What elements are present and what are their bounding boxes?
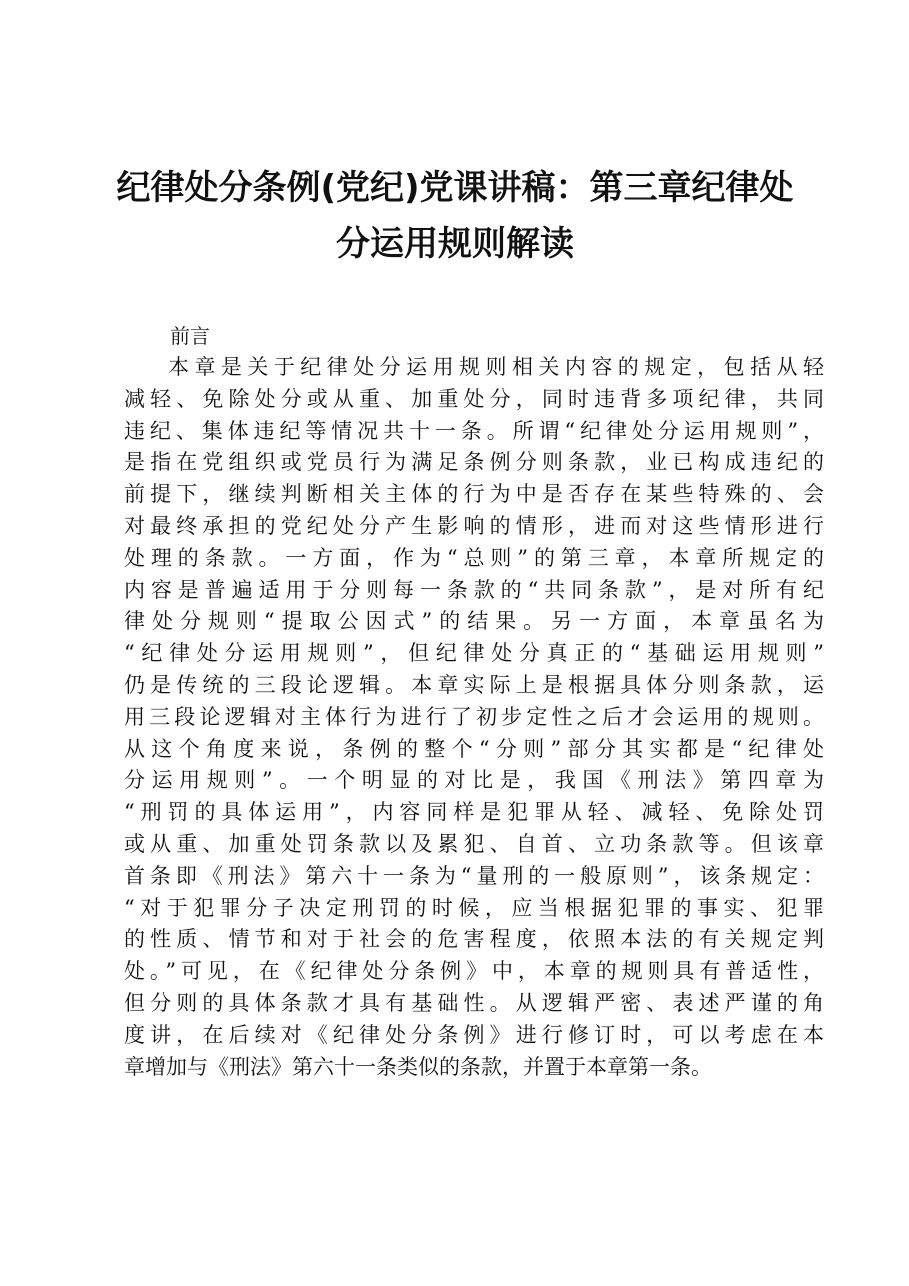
title-line: 纪律处分条例(党纪)党课讲稿：第三章纪律处 (116, 168, 794, 208)
paragraph-line: 对最终承担的党纪处分产生影响的情形，进而对这些情形进行 (124, 513, 824, 538)
paragraph-line: 本章是关于纪律处分运用规则相关内容的规定，包括从轻 (168, 355, 824, 379)
paragraph-line: 首条即《刑法》第六十一条为“量刑的一般原则”，该条规定： (124, 863, 824, 888)
paragraph-line: 章增加与《刑法》第六十一条类似的条款，并置于本章第一条。 (124, 1054, 712, 1079)
paragraph-line: 处。”可见，在《纪律处分条例》中，本章的规则具有普适性， (124, 959, 824, 984)
paragraph-line: 违纪、集体违纪等情况共十一条。所谓“纪律处分运用规则”， (124, 418, 824, 443)
paragraph-line: “刑罚的具体运用”，内容同样是犯罪从轻、减轻、免除处罚 (124, 800, 824, 825)
paragraph-line: 从这个角度来说，条例的整个“分则”部分其实都是“纪律处 (124, 736, 824, 761)
paragraph-line: 但分则的具体条款才具有基础性。从逻辑严密、表述严谨的角 (124, 990, 824, 1015)
document-title (110, 160, 800, 272)
paragraph-line: 内容是普遍适用于分则每一条款的“共同条款”，是对所有纪 (124, 577, 824, 602)
paragraph-line: 律处分规则“提取公因式”的结果。另一方面，本章虽名为 (124, 609, 824, 634)
paragraph-line: 减轻、免除处分或从重、加重处分，同时违背多项纪律，共同 (124, 386, 824, 411)
paragraph-line: 分运用规则”。一个明显的对比是，我国《刑法》第四章为 (124, 768, 824, 793)
body-paragraph (124, 352, 824, 1083)
paragraph-line: “对于犯罪分子决定刑罚的时候，应当根据犯罪的事实、犯罪 (124, 895, 824, 920)
paragraph-line: 或从重、加重处罚条款以及累犯、自首、立功条款等。但该章 (124, 831, 824, 856)
paragraph-line: 是指在党组织或党员行为满足条例分则条款，业已构成违纪的 (124, 450, 824, 475)
paragraph-line: 的性质、情节和对于社会的危害程度，依照本法的有关规定判 (124, 927, 824, 952)
paragraph-line: “纪律处分运用规则”，但纪律处分真正的“基础运用规则” (124, 641, 824, 666)
paragraph-line: 度讲，在后续对《纪律处分条例》进行修订时，可以考虑在本 (124, 1022, 824, 1047)
paragraph-line: 用三段论逻辑对主体行为进行了初步定性之后才会运用的规则。 (124, 704, 824, 729)
paragraph-line: 处理的条款。一方面，作为“总则”的第三章，本章所规定的 (124, 545, 824, 570)
section-heading: 前言 (170, 324, 210, 348)
title-line: 分运用规则解读 (336, 224, 574, 264)
paragraph-line: 仍是传统的三段论逻辑。本章实际上是根据具体分则条款，运 (124, 672, 824, 697)
paragraph-line: 前提下，继续判断相关主体的行为中是否存在某些特殊的、会 (124, 482, 824, 507)
